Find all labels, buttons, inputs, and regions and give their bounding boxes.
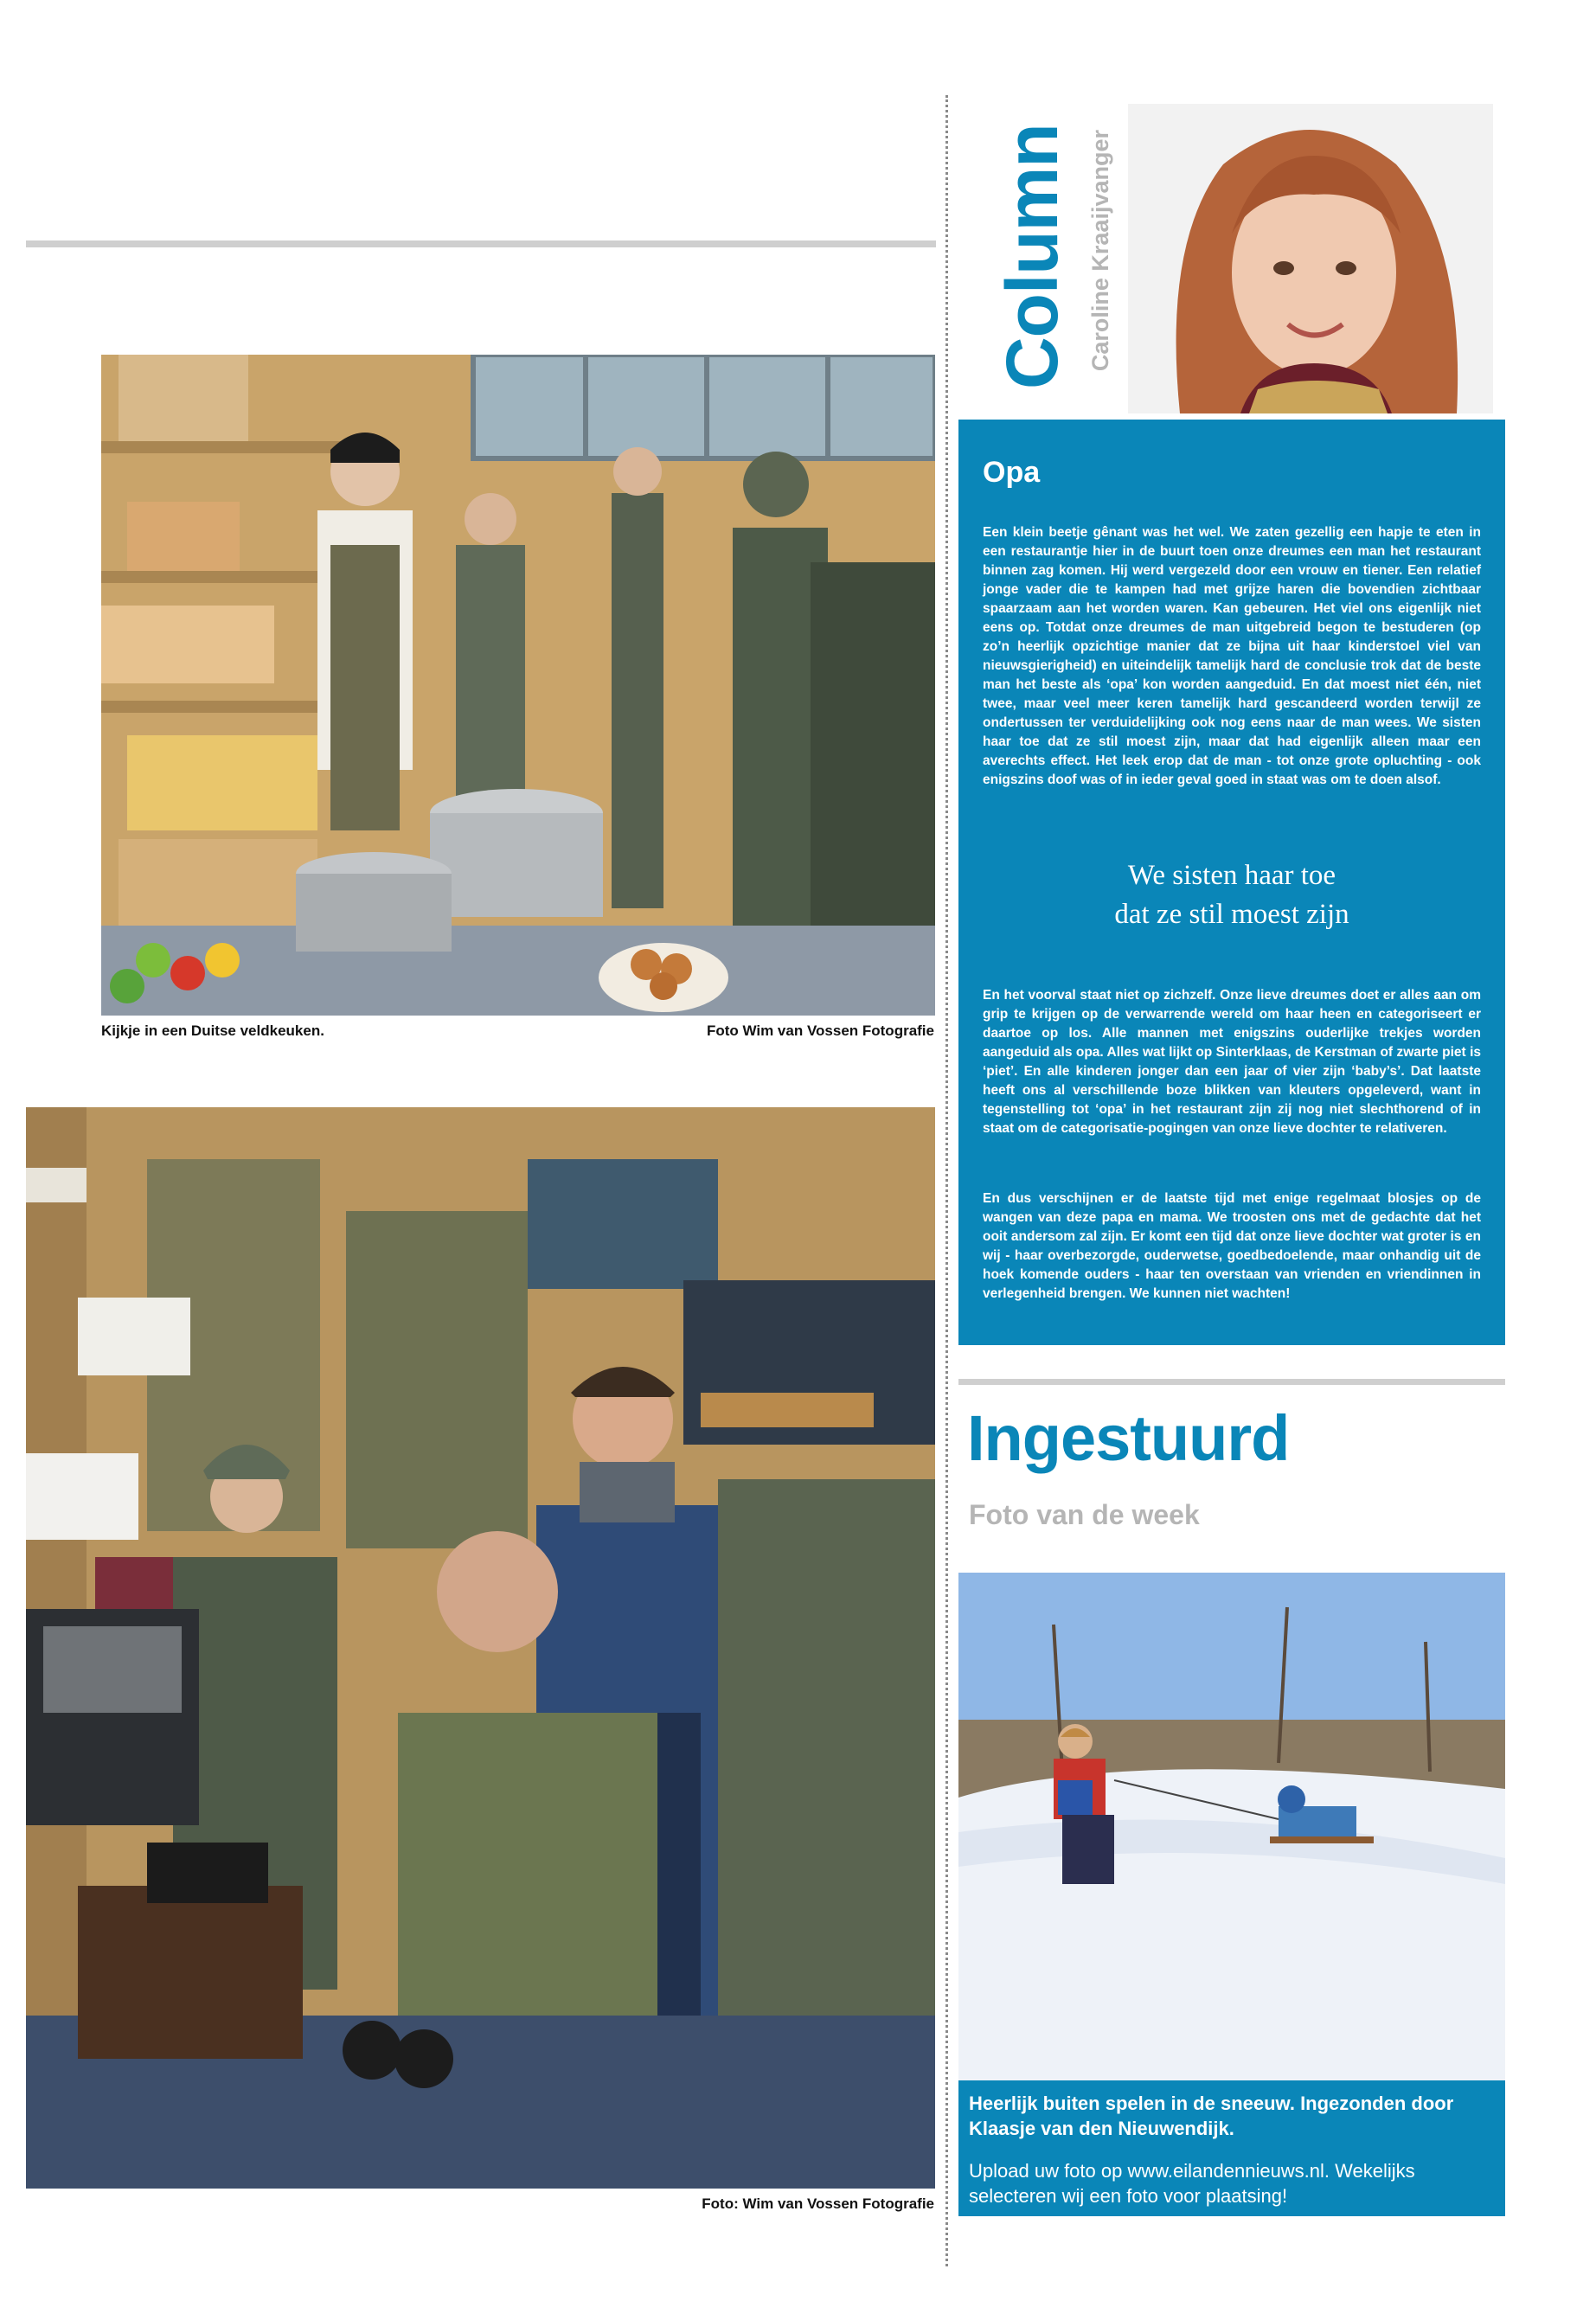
column-author-text: Caroline Kraaijvanger <box>1087 130 1113 372</box>
column-paragraph-1: Een klein beetje gênant was het wel. We zaten gezellig een hapje te eten in een restaurantje hier in de buurt toen onze dreumes een man het restaurant binnen zag komen. Hij werd vergezeld door een vrouw en tiener. Een relatief jonge vader die te kampen had met grijze haren die bovendien zichtbaar spaarzaam aan het worden waren. Kan gebeuren. Het viel ons eigenlijk niet eens op. Totdat onze dreumes de man uitgebreid begon te bestuderen (op zo’n heerlijk opzichtige manier dat ze bijna uit haar kinderstoel viel van nieuwsgierigheid) en uiteindelijk tamelijk hard de conclusie trok dat de beste man het beste als ‘opa’ kon worden aangeduid. En dat moest niet één, niet twee, maar veel meer keren tamelijk hard gescandeerd worden terwijl ze ondertussen ter verduidelijking ook nog eens naar de man wees. We sisten haar toe dat ze stil moest zijn, maar dat had eigenlijk alleen maar een averechts effect. Het leek erop dat de man - tot onze grote opluchting - ook enigszins doof was of in ieder geval goed in staat was om te doen alsof. <box>983 525 1481 787</box>
pull-quote-line-1: We sisten haar toe <box>1127 860 1336 891</box>
photo-of-week-subheading: Foto van de week <box>969 1499 1200 1530</box>
pull-quote-line-2: dat ze stil moest zijn <box>1114 899 1349 930</box>
photo2-credit: Foto: Wim van Vossen Fotografie <box>702 2195 934 2212</box>
photo-of-week-caption-box <box>958 2080 1505 2216</box>
author-portrait <box>1128 104 1493 413</box>
photo-of-week-caption: Heerlijk buiten spelen in de sneeuw. Ingezonden door Klaasje van den Nieuwendijk. <box>969 2093 1454 2139</box>
column-author <box>1083 130 1118 389</box>
photo1-credit: Foto Wim van Vossen Fotografie <box>706 1022 934 1039</box>
column-paragraph-3: En dus verschijnen er de laatste tijd met enige regelmaat blosjes op de wangen van deze papa en mama. We troosten ons met de gedachte dat het ooit andersom zal zijn. Er komt een tijd dat onze lieve dochter wat groter is en wij - haar overbezorgde, ouderwetse, goedbedoelende, maar onhandig uit de hoek komende ouders - haar ten overstaan van vrienden en vriendinnen in verlegenheid brengen. We kunnen niet wachten! <box>983 1191 1481 1301</box>
column-paragraph-2: En het voorval staat niet op zichzelf. Onze lieve dreumes doet er alles aan om grip te krijgen op de verwarrende wereld om haar heen en categoriseert er daartoe op los. Alle mannen met enigszins ouderlijke trekjes worden aangeduid als opa. Alles wat lijkt op Sinterklaas, de Kerstman of zwarte piet is ‘piet’. En alle kinderen jonger dan een jaar of vier zijn ‘baby’s’. Dat laatste heeft ons al verschillende boze blikken van kleuters opgeleverd, want in tegenstelling tot ‘opa’ in het restaurant zijn zij nog niet slechthorend of in staat om de categorisatie-pogingen van onze lieve dochter te relativeren. <box>983 988 1481 1136</box>
column-heading <box>991 124 1073 389</box>
column-box <box>958 420 1505 1345</box>
ingestuurd-heading: Ingestuurd <box>967 1402 1290 1474</box>
top-divider <box>26 240 936 247</box>
column-separator-dotted <box>945 95 948 2266</box>
column-heading-text: Column <box>991 124 1073 389</box>
military-collection-photo <box>26 1107 935 2189</box>
upload-instructions: Upload uw foto op www.eilandennieuws.nl. Wekelijks selecteren wij een foto voor plaatsing! <box>969 2160 1415 2207</box>
field-kitchen-photo <box>101 355 935 1016</box>
snow-sledding-photo <box>958 1573 1505 2080</box>
ingestuurd-divider <box>958 1379 1505 1385</box>
photo1-caption: Kijkje in een Duitse veldkeuken. <box>101 1022 324 1039</box>
column-title: Opa <box>983 456 1041 489</box>
pull-quote <box>983 856 1481 934</box>
